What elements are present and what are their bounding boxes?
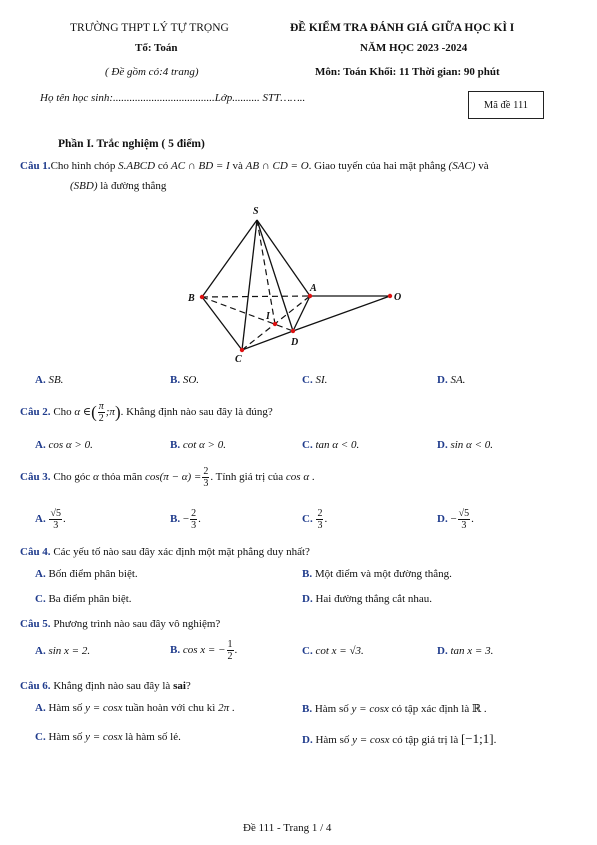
option-text: Hàm số — [312, 734, 353, 746]
frac-den: 3 — [203, 477, 209, 489]
option-text: . — [229, 702, 235, 714]
q1-plane1: (SAC) — [448, 160, 476, 172]
exam-code: Mã đề 111 — [483, 99, 529, 111]
q4-option-b[interactable] — [302, 568, 452, 580]
option-key: B. — [170, 513, 181, 525]
option-value: SB. — [48, 374, 64, 386]
option-value: Bốn điểm phân biệt. — [45, 568, 138, 580]
frac-den: 3 — [461, 519, 467, 531]
option-key: B. — [170, 439, 181, 451]
q4-label: Câu 4. — [20, 546, 51, 558]
option-func: y = cosx — [85, 702, 123, 714]
option-key: C. — [35, 593, 46, 605]
option-value: sin α < 0. — [450, 439, 493, 451]
edge-cd — [242, 331, 293, 350]
option-text: có tập giá trị là — [389, 734, 461, 746]
label-b: B — [188, 293, 195, 304]
q3-text: Cho góc — [50, 471, 94, 483]
option-text: là hàm số lẻ. — [122, 731, 181, 743]
q1-option-c[interactable] — [302, 374, 327, 386]
q3-option-a[interactable]: A. $\frac{√5}{3}$ . — [35, 507, 66, 531]
line-si-hidden — [257, 220, 275, 324]
option-key: D. — [302, 593, 313, 605]
option-key: A. — [35, 645, 46, 657]
option-key: B. — [302, 703, 313, 715]
q3-stem — [20, 463, 315, 491]
q2-option-d[interactable] — [437, 439, 493, 451]
option-func: y = cosx — [85, 731, 123, 743]
option-value: SI. — [315, 374, 328, 386]
q5-stem — [20, 618, 220, 630]
option-sign: − — [182, 513, 190, 525]
option-value: SO. — [182, 374, 200, 386]
q1-text: và — [229, 160, 246, 172]
q3-label: Câu 3. — [20, 471, 51, 483]
option-key: C. — [302, 374, 313, 386]
school-name: TRƯỜNG THPT LÝ TỰ TRỌNG — [70, 22, 229, 34]
frac-num: √5 — [50, 507, 61, 519]
q5-label: Câu 5. — [20, 618, 51, 630]
part1-title: Phần I. Trắc nghiệm ( 5 điểm) — [58, 138, 205, 150]
option-frac — [458, 508, 471, 531]
q1-text: . Giao tuyến của hai mặt phẳng — [308, 160, 449, 172]
paren-close: ) — [114, 402, 121, 422]
label-i: I — [266, 311, 270, 322]
q6-option-d[interactable] — [302, 731, 496, 747]
frac-num: π — [98, 400, 104, 412]
option-frac — [190, 508, 197, 531]
pages-note: ( Đề gồm có:4 trang) — [105, 66, 199, 78]
q4-option-c[interactable] — [35, 593, 132, 605]
edge-sc — [242, 220, 257, 350]
option-frac — [227, 639, 234, 662]
q3-frac — [202, 466, 209, 489]
option-value: tan α < 0. — [315, 439, 360, 451]
option-key: C. — [302, 645, 313, 657]
point-b — [200, 295, 204, 299]
edge-sb — [202, 220, 257, 297]
q1-plane2: (SBD) — [70, 180, 98, 192]
edge-sd — [257, 220, 293, 331]
option-key: C. — [35, 731, 46, 743]
q3-expr: cos(π − α) = — [144, 471, 202, 483]
option-key: A. — [35, 374, 46, 386]
q4-text: Các yếu tố nào sau đây xác định một mặt phẳng duy nhất? — [50, 546, 310, 558]
q2-option-b[interactable] — [170, 439, 226, 451]
q6-option-b[interactable] — [302, 702, 487, 715]
student-info-line: Họ tên học sinh:.....................................Lớp.......... STT…….. — [40, 92, 306, 104]
option-key: A. — [35, 702, 46, 714]
q1-text: và — [475, 160, 489, 172]
option-func: y = cosx — [352, 734, 390, 746]
option-key: A. — [35, 568, 46, 580]
option-key: D. — [437, 374, 448, 386]
q1-text: là đường thẳng — [97, 180, 167, 192]
option-math: 2π — [218, 702, 230, 714]
q3-option-c[interactable]: C. $\frac{2}{3}$ . — [302, 507, 328, 531]
page-footer: Đề 111 - Trang 1 / 4 — [243, 822, 332, 834]
frac-den: 2 — [98, 412, 104, 424]
q4-option-a[interactable] — [35, 568, 138, 580]
option-value: sin x = 2. — [48, 645, 91, 657]
option-key: D. — [437, 439, 448, 451]
option-value: cot α > 0. — [182, 439, 226, 451]
option-text: Hàm số — [45, 731, 86, 743]
q5-option-c[interactable] — [302, 645, 364, 657]
label-c: C — [235, 354, 242, 365]
q1-cond2: AB ∩ CD = O — [245, 160, 309, 172]
q2-frac — [98, 401, 105, 424]
frac-num: 2 — [317, 507, 323, 519]
paren-open: ( — [91, 402, 97, 422]
school-year: NĂM HỌC 2023 -2024 — [360, 42, 468, 54]
option-key: C. — [302, 513, 313, 525]
frac-den: 3 — [53, 519, 59, 531]
frac-den: 2 — [227, 650, 233, 662]
option-key: B. — [302, 568, 313, 580]
option-key: D. — [437, 513, 448, 525]
point-c — [240, 348, 244, 352]
q1-text: có — [155, 160, 171, 172]
label-a: A — [310, 283, 317, 294]
q6-option-a[interactable] — [35, 702, 235, 714]
option-math: ℝ — [471, 703, 482, 715]
q1-text: Cho hình chóp — [50, 160, 119, 172]
q1-pyramid: S.ABCD — [118, 160, 156, 172]
q6-emphasis: sai — [173, 680, 186, 692]
q1-label: Câu 1. — [20, 160, 51, 172]
q3-text: . — [309, 471, 315, 483]
q2-label: Câu 2. — [20, 406, 51, 418]
point-o — [388, 294, 392, 298]
q6-text: Khẳng định nào sau đây là — [50, 680, 174, 692]
q3-text: . Tính giá trị của — [210, 471, 286, 483]
pyramid-figure — [180, 200, 410, 370]
q3-option-b[interactable]: B. − $\frac{2}{3}$ . — [170, 507, 201, 531]
option-value: Một điểm và một đường thẳng. — [312, 568, 452, 580]
q2-option-a[interactable] — [35, 439, 93, 451]
option-value: Hai đường thẳng cắt nhau. — [312, 593, 433, 605]
option-frac — [316, 508, 323, 531]
q2-text: Cho — [50, 406, 75, 418]
q1-option-a[interactable] — [35, 374, 63, 386]
option-text: Hàm số — [312, 703, 352, 715]
q6-stem — [20, 680, 191, 692]
option-key: D. — [437, 645, 448, 657]
frac-den: 3 — [317, 519, 323, 531]
subject-line: Môn: Toán Khối: 11 Thời gian: 90 phút — [315, 66, 500, 78]
option-key: B. — [170, 374, 181, 386]
option-value: cos x = − — [182, 644, 226, 656]
q4-option-d[interactable] — [302, 593, 432, 605]
q1-stem — [20, 160, 489, 172]
exam-code-box — [468, 91, 544, 119]
exam-title: ĐỀ KIỂM TRA ĐÁNH GIÁ GIỮA HỌC KÌ I — [290, 22, 515, 34]
option-key: C. — [302, 439, 313, 451]
frac-num: 2 — [203, 465, 209, 477]
q3-target: cos α — [285, 471, 310, 483]
option-text: tuần hoàn với chu kì — [122, 702, 219, 714]
edge-ba-hidden — [202, 296, 310, 297]
q3-option-d[interactable]: D. − $\frac{√5}{3}$ . — [437, 507, 474, 531]
point-i — [273, 322, 277, 326]
option-key: B. — [170, 644, 181, 656]
option-value: SA. — [450, 374, 466, 386]
q6-text: ? — [185, 680, 191, 692]
q2-alpha: α ∈ — [74, 406, 92, 418]
label-o: O — [394, 292, 402, 303]
q5-option-b[interactable]: B. cos x = − $\frac{1}{2}$ . — [170, 638, 238, 662]
option-sign: − — [450, 513, 457, 525]
frac-num: 1 — [227, 638, 233, 650]
option-key: D. — [302, 734, 313, 746]
label-s: S — [253, 206, 259, 217]
option-value: cot x = √3. — [315, 645, 364, 657]
option-text: Hàm số — [45, 702, 86, 714]
option-text: có tập xác định là — [388, 703, 472, 715]
point-d — [291, 329, 295, 333]
frac-num: √5 — [458, 507, 470, 519]
q2-interval-tail: ;π — [105, 406, 115, 418]
option-value: Ba điểm phân biệt. — [45, 593, 132, 605]
q1-stem-line2 — [70, 180, 166, 192]
option-key: A. — [35, 439, 46, 451]
edge-sa — [257, 220, 310, 296]
q5-text: Phương trình nào sau đây vô nghiệm? — [50, 618, 221, 630]
point-a — [308, 294, 312, 298]
option-frac — [49, 508, 62, 531]
q6-label: Câu 6. — [20, 680, 51, 692]
option-text: . — [493, 734, 497, 746]
q4-stem — [20, 546, 310, 558]
q1-option-d[interactable] — [437, 374, 465, 386]
department: Tổ: Toán — [135, 42, 178, 54]
option-key: A. — [35, 513, 46, 525]
frac-num: 2 — [191, 507, 197, 519]
q5-option-d[interactable] — [437, 645, 493, 657]
q2-option-c[interactable] — [302, 439, 359, 451]
option-value: cos α > 0. — [48, 439, 93, 451]
q1-option-b[interactable] — [170, 374, 199, 386]
q6-option-c[interactable] — [35, 731, 181, 743]
q1-cond1: AC ∩ BD = I — [170, 160, 230, 172]
frac-den: 3 — [191, 519, 197, 531]
q3-alpha: α — [93, 471, 99, 483]
option-math: [−1;1] — [460, 731, 494, 746]
q2-text: . Khẳng định nào sau đây là đúng? — [120, 406, 273, 418]
label-d: D — [291, 337, 299, 348]
option-text: . — [481, 703, 487, 715]
q2-stem — [20, 398, 273, 426]
q5-option-a[interactable] — [35, 645, 90, 657]
q3-text: thỏa mãn — [98, 471, 145, 483]
option-func: y = cosx — [351, 703, 389, 715]
option-value: tan x = 3. — [450, 645, 494, 657]
